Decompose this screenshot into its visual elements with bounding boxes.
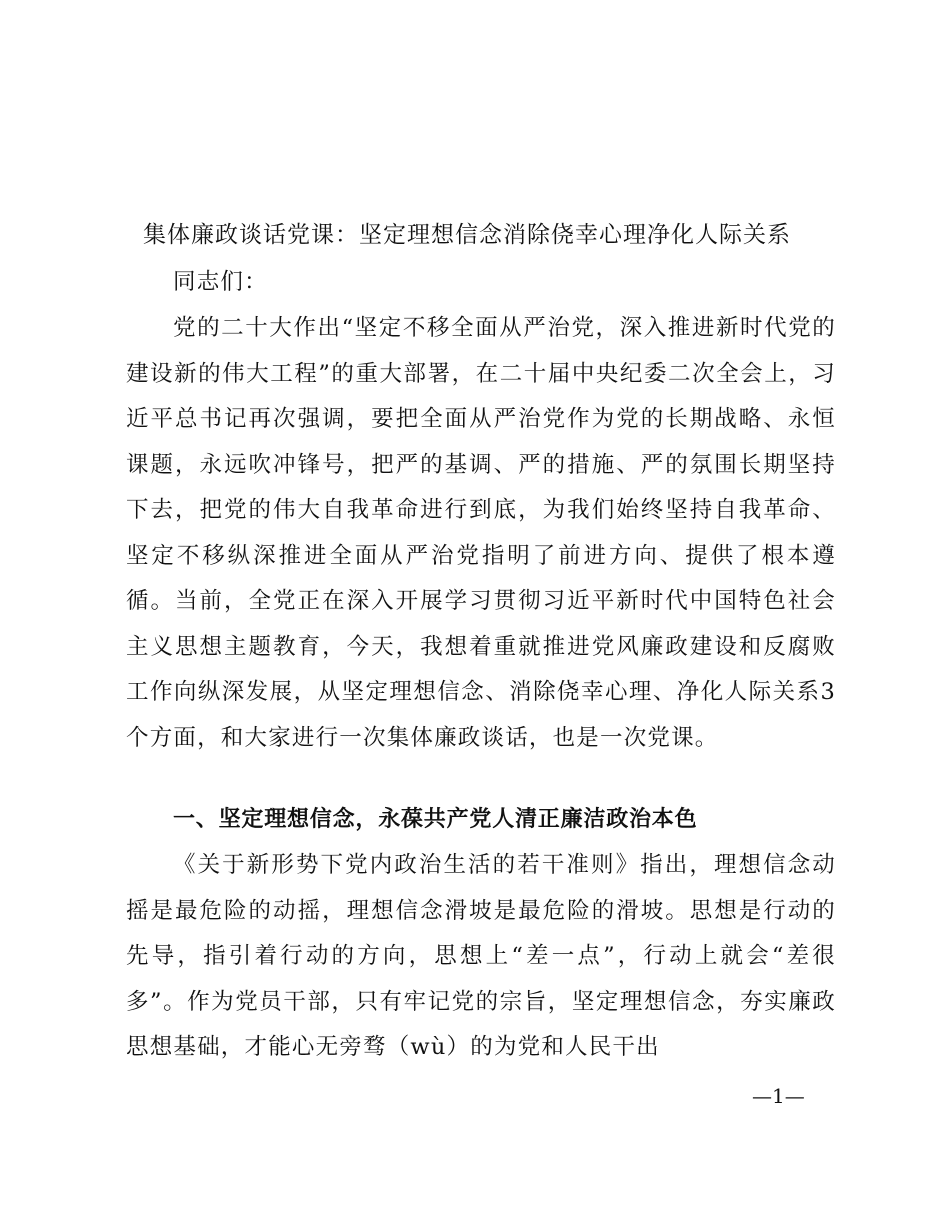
salutation: 同志们：	[173, 269, 268, 295]
paragraph-section-one: 《关于新形势下党内政治生活的若干准则》指出，理想信念动摇是最危险的动摇，理想信念滑坡是最危险的滑坡。思想是行动的先导，指引着行动的方向，思想上“差一点”，行动上就会“差很多”。作为党员干部，只有牢记党的宗旨，坚定理想信念，夯实廉政思想基础，才能心无旁骛（wù）的为党和人民干出	[126, 852, 836, 1060]
section-heading: 一、坚定理想信念，永葆共产党人清正廉洁政治本色	[173, 807, 698, 832]
paragraph-intro: 党的二十大作出“坚定不移全面从严治党，深入推进新时代党的建设新的伟大工程”的重大部署，在二十届中央纪委二次全会上，习近平总书记再次强调，要把全面从严治党作为党的长期战略、永恒课题，永远吹冲锋号，把严的基调、严的措施、严的氛围长期坚持下去，把党的伟大自我革命进行到底，为我们始终坚持自我革命、坚定不移纵深推进全面从严治党指明了前进方向、提供了根本遵循。当前，全党正在深入开展学习贯彻习近平新时代中国特色社会主义思想主题教育，今天，我想着重就推进党风廉政建设和反腐败工作向纵深发展，从坚定理想信念、消除侥幸心理、净化人际关系3个方面，和大家进行一次集体廉政谈话，也是一次党课。	[126, 315, 836, 751]
document-title: 集体廉政谈话党课：坚定理想信念消除侥幸心理净化人际关系	[143, 222, 791, 248]
page-number: —1—	[752, 1084, 805, 1108]
